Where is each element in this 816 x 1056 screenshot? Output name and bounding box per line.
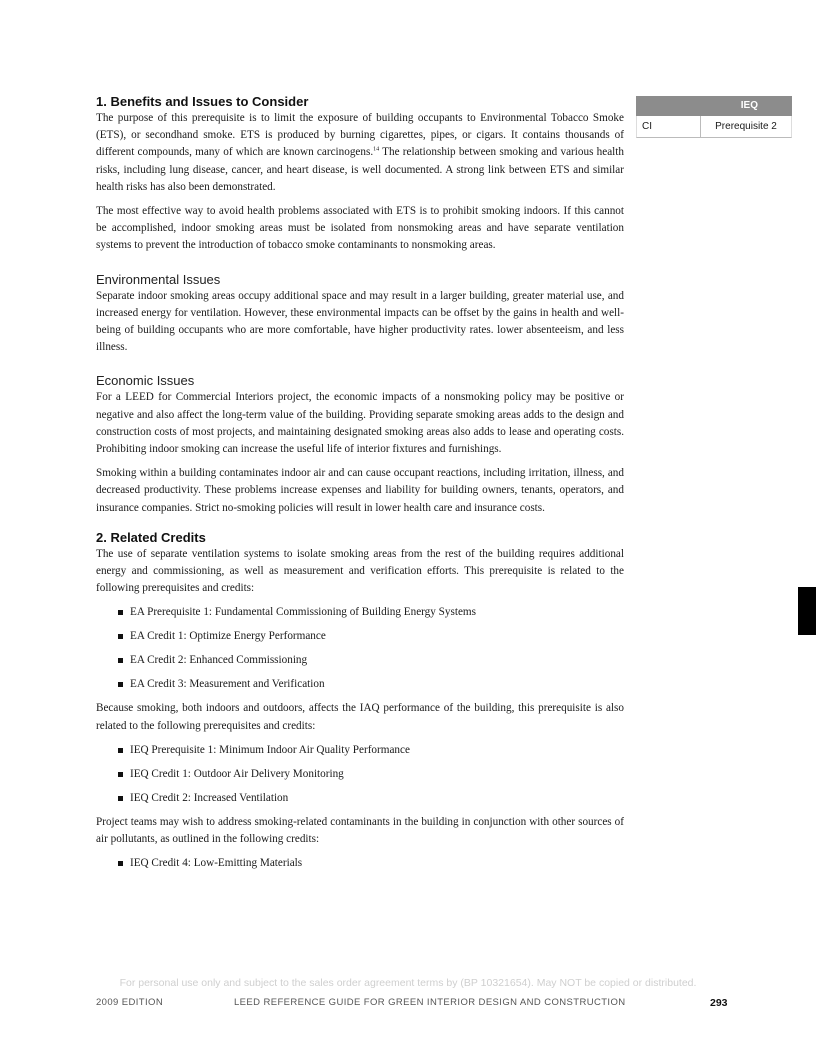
credit-sidebar-table [636, 96, 792, 138]
list-item: EA Credit 2: Enhanced Commissioning [118, 652, 624, 669]
list-item: EA Prerequisite 1: Fundamental Commissioning of Building Energy Systems [118, 604, 624, 621]
paragraph-related-3: Project teams may wish to address smoking-related contaminants in the building in conjunction with other sources of air pollutants, as outlined in the following credits: [96, 815, 624, 846]
footnote-ref[interactable]: 14 [373, 146, 380, 153]
paragraph-economic-1: For a LEED for Commercial Interiors project, the economic impacts of a nonsmoking policy may be positive or negative and also affect the long-term value of the building. Providing separate smoking areas adds to the design and construction costs of most projects, and maintaining designated smoking areas also adds to lease and operating costs. Prohibiting indoor smoking can increase the useful life of interior fixtures and furnishings. [96, 391, 624, 456]
credit-label-cell: Prerequisite 2 [715, 121, 777, 132]
list-item: EA Credit 3: Measurement and Verification [118, 676, 624, 693]
list-item: IEQ Credit 1: Outdoor Air Delivery Monitoring [118, 766, 624, 783]
credit-list-materials [96, 855, 624, 872]
paragraph-prohibit-smoking: The most effective way to avoid health problems associated with ETS is to prohibit smoking indoors. If this cannot be accomplished, indoor smoking areas must be isolated from nonsmoking areas and have separate ventilation systems to prevent the introduction of tobacco smoke contaminants to nonsmoking areas. [96, 205, 624, 252]
list-item: IEQ Credit 4: Low-Emitting Materials [118, 855, 624, 872]
footer-edition: 2009 EDITION [96, 997, 164, 1008]
section-heading-benefits: 1. Benefits and Issues to Consider [96, 94, 309, 109]
page-number: 293 [710, 997, 728, 1009]
paragraph-related-2: Because smoking, both indoors and outdoors, affects the IAQ performance of the building, this prerequisite is also related to the following prerequisites and credits: [96, 702, 624, 732]
footer-title: LEED REFERENCE GUIDE FOR GREEN INTERIOR DESIGN AND CONSTRUCTION [234, 997, 626, 1008]
paragraph-health-risks-text: The relationship between smoking and various health risks, including lung disease, cancer, and heart disease, is well documented. A strong link between ETS and similar health risks has also been demonstrated. [96, 146, 624, 193]
sidebar-row [636, 116, 792, 138]
credit-list-iaq [96, 742, 624, 807]
paragraph-purpose-text: The purpose of this prerequisite is to limit the exposure of building occupants to Environmental Tobacco Smoke (ETS), or secondhand smoke. ETS is produced by burning cigarettes, pipes, or cigars. It contains thousands of different compounds, many of which are known carcinogens. [96, 112, 624, 159]
list-item: IEQ Prerequisite 1: Minimum Indoor Air Quality Performance [118, 742, 624, 759]
subheading-environmental: Environmental Issues [96, 271, 221, 287]
section-heading-related-credits: 2. Related Credits [96, 529, 206, 545]
paragraph-purpose [96, 110, 624, 196]
main-content [96, 93, 624, 879]
subheading-economic: Economic Issues [96, 373, 195, 389]
section-tab-marker [798, 587, 816, 635]
paragraph-economic-2: Smoking within a building contaminates indoor air and can cause occupant reactions, including irritation, illness, and decreased productivity. These problems increase expenses and liability for building owners, tenants, operators, and insurance companies. Strict no-smoking policies will result in lower health care and insurance costs. [96, 467, 624, 514]
sidebar-header: IEQ [636, 96, 792, 116]
rating-system-cell: CI [637, 116, 701, 137]
credit-list-energy [96, 604, 624, 693]
list-item: IEQ Credit 2: Increased Ventilation [118, 790, 624, 807]
paragraph-environmental: Separate indoor smoking areas occupy additional space and may result in a larger building, greater material use, and increased energy for ventilation. However, these environmental impacts can be offset by the gains in health and well-being of building occupants who are more comfortable, have higher productivity rates. lower absenteeism, and less illness. [96, 289, 624, 354]
paragraph-related-1: The use of separate ventilation systems to isolate smoking areas from the rest of the building requires additional energy and commissioning, as well as measurement and verification efforts. This prerequisite is related to the following prerequisites and credits: [96, 547, 624, 595]
list-item: EA Credit 1: Optimize Energy Performance [118, 628, 624, 645]
license-watermark: For personal use only and subject to the sales order agreement terms by (BP 10321654). May NOT be copied or distributed. [119, 977, 697, 989]
